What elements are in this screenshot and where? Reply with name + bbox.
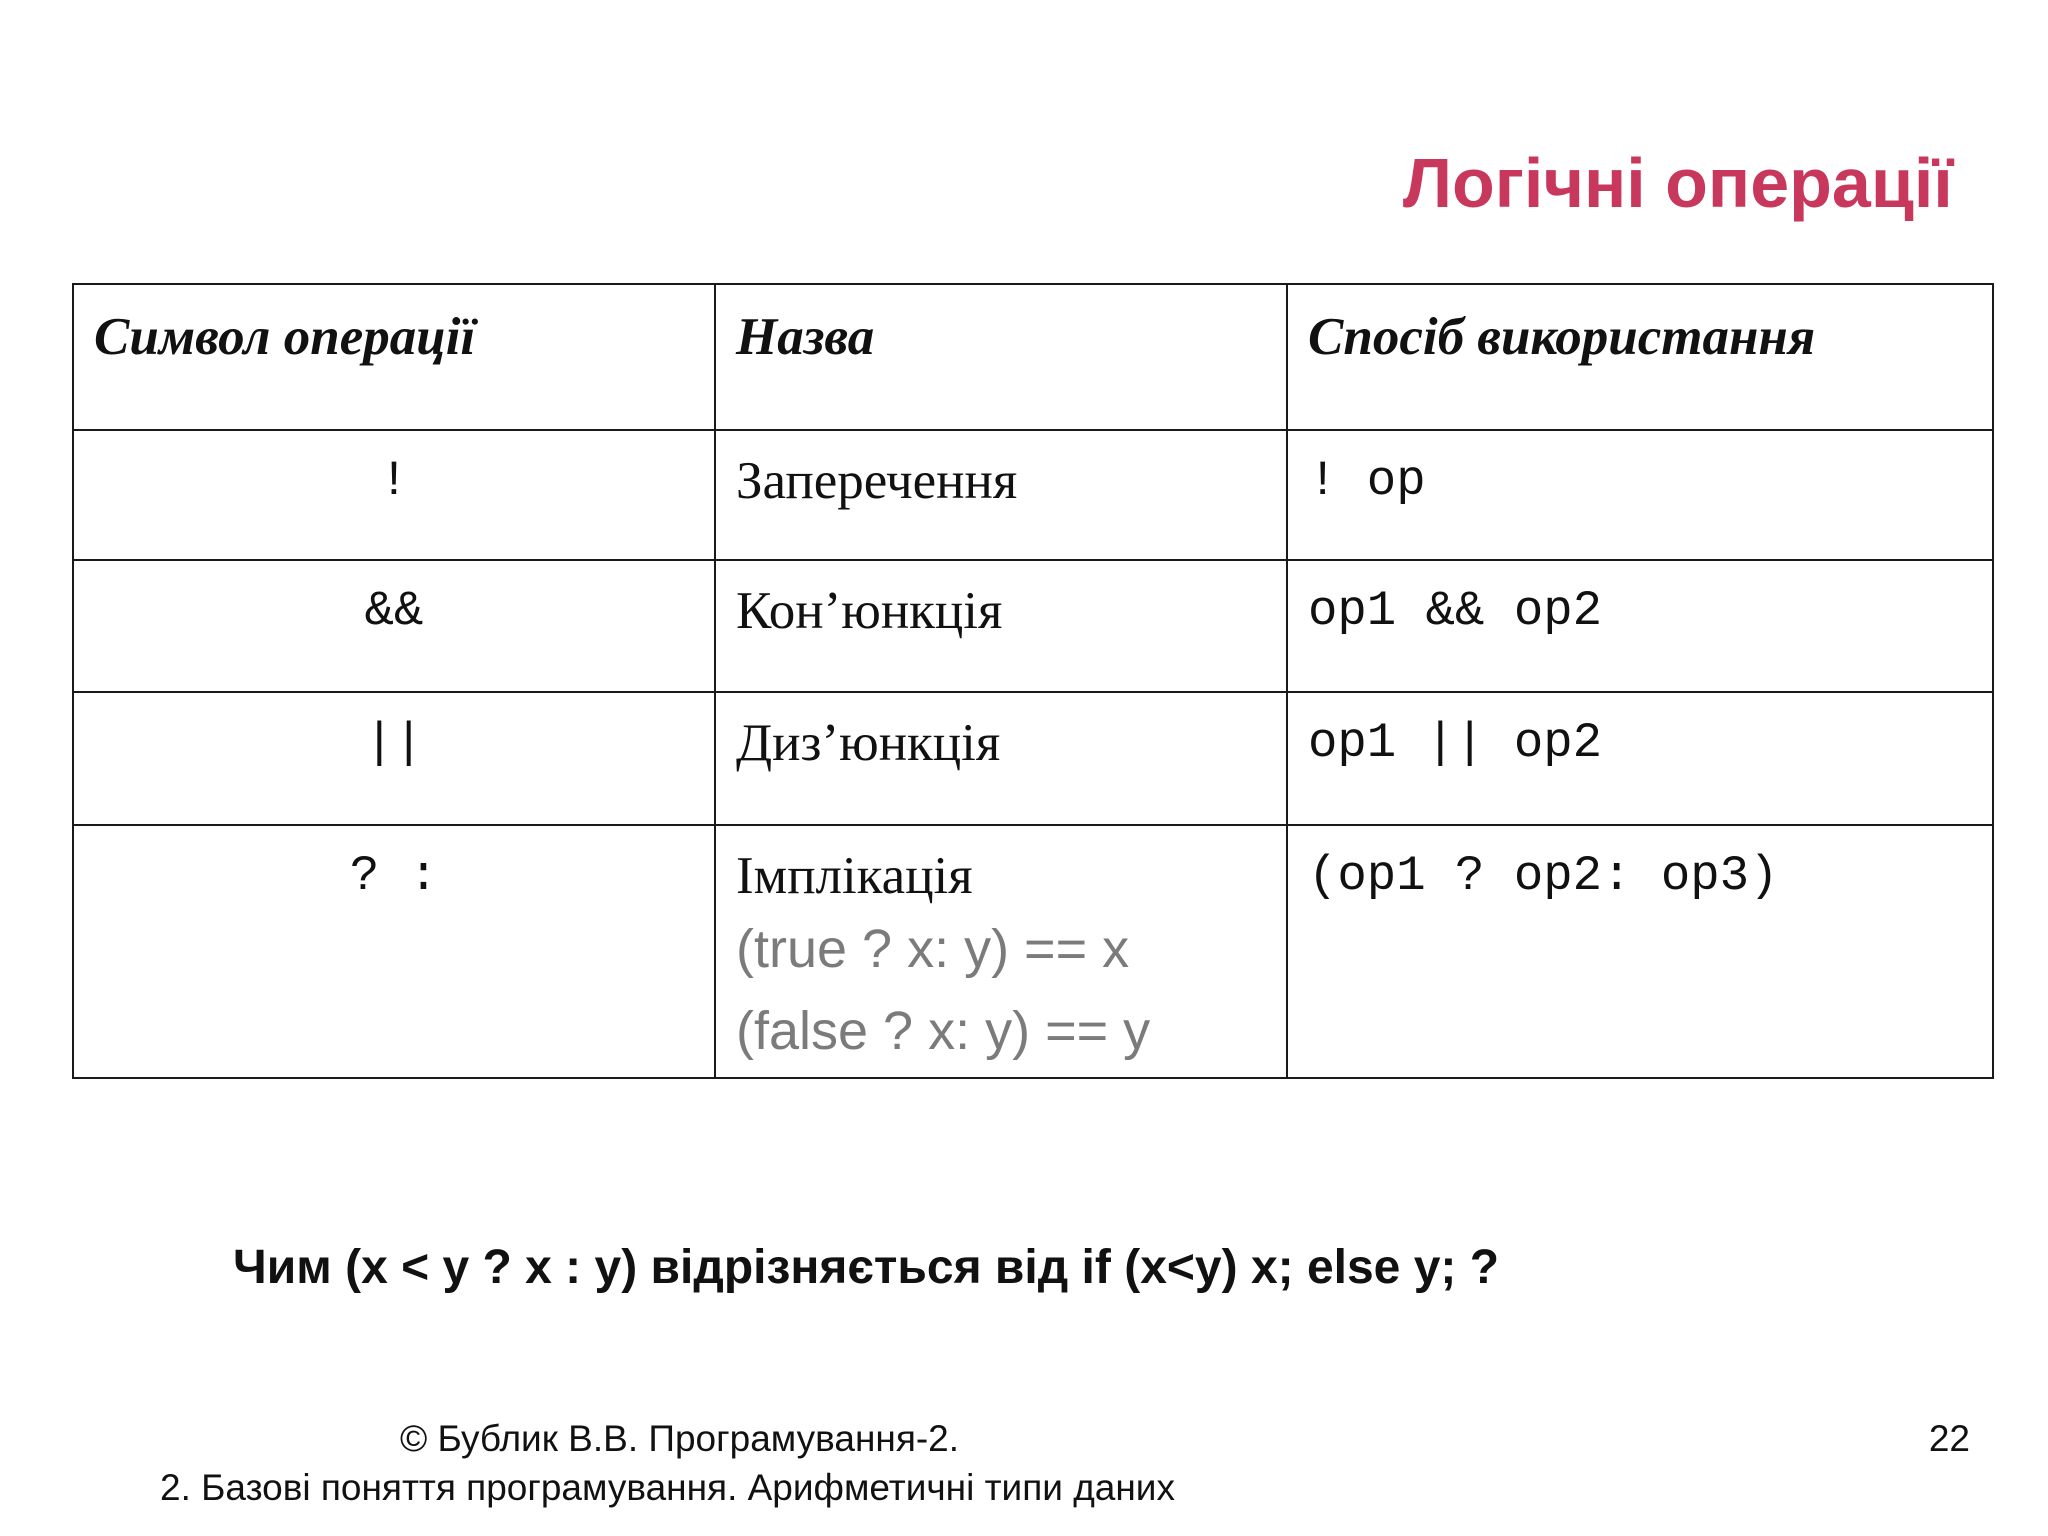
operation-name: Кон’юнкція <box>715 560 1287 692</box>
operation-symbol: ? : <box>73 825 715 1078</box>
table-row <box>73 430 1993 560</box>
page-number: 22 <box>1928 1418 1970 1459</box>
implication-example-true: (true ? x: y) == x <box>736 919 1130 979</box>
footer-copyright: © Бублик В.В. Програмування-2. <box>400 1418 960 1459</box>
operation-name: Заперечення <box>715 430 1287 560</box>
operation-symbol: ! <box>73 430 715 560</box>
operation-usage: op1 || op2 <box>1287 692 1993 825</box>
operation-usage: op1 && op2 <box>1287 560 1993 692</box>
operation-symbol: || <box>73 692 715 825</box>
header-symbol: Символ операції <box>73 284 715 430</box>
footer-topic: 2. Базові поняття програмування. Арифметичні типи даних <box>160 1467 1175 1508</box>
operation-usage: (op1 ? op2: op3) <box>1287 825 1993 1078</box>
slide-title: Логічні операції <box>1402 144 1953 222</box>
header-name: Назва <box>715 284 1287 430</box>
operation-name: Диз’юнкція <box>715 692 1287 825</box>
table-row <box>73 692 1993 825</box>
operation-name: Імплікація <box>736 847 973 905</box>
operation-usage: ! op <box>1287 430 1993 560</box>
operation-name-with-examples <box>715 825 1287 1078</box>
table-header-row <box>73 284 1993 430</box>
table-row <box>73 825 1993 1078</box>
logical-operations-table <box>72 283 1994 1079</box>
header-usage: Спосіб використання <box>1287 284 1993 430</box>
operation-symbol: && <box>73 560 715 692</box>
discussion-question: Чим (x < y ? x : y) відрізняється від if (x<y) x; else y; ? <box>233 1241 1500 1294</box>
table-row <box>73 560 1993 692</box>
implication-example-false: (false ? x: y) == y <box>736 1001 1151 1061</box>
